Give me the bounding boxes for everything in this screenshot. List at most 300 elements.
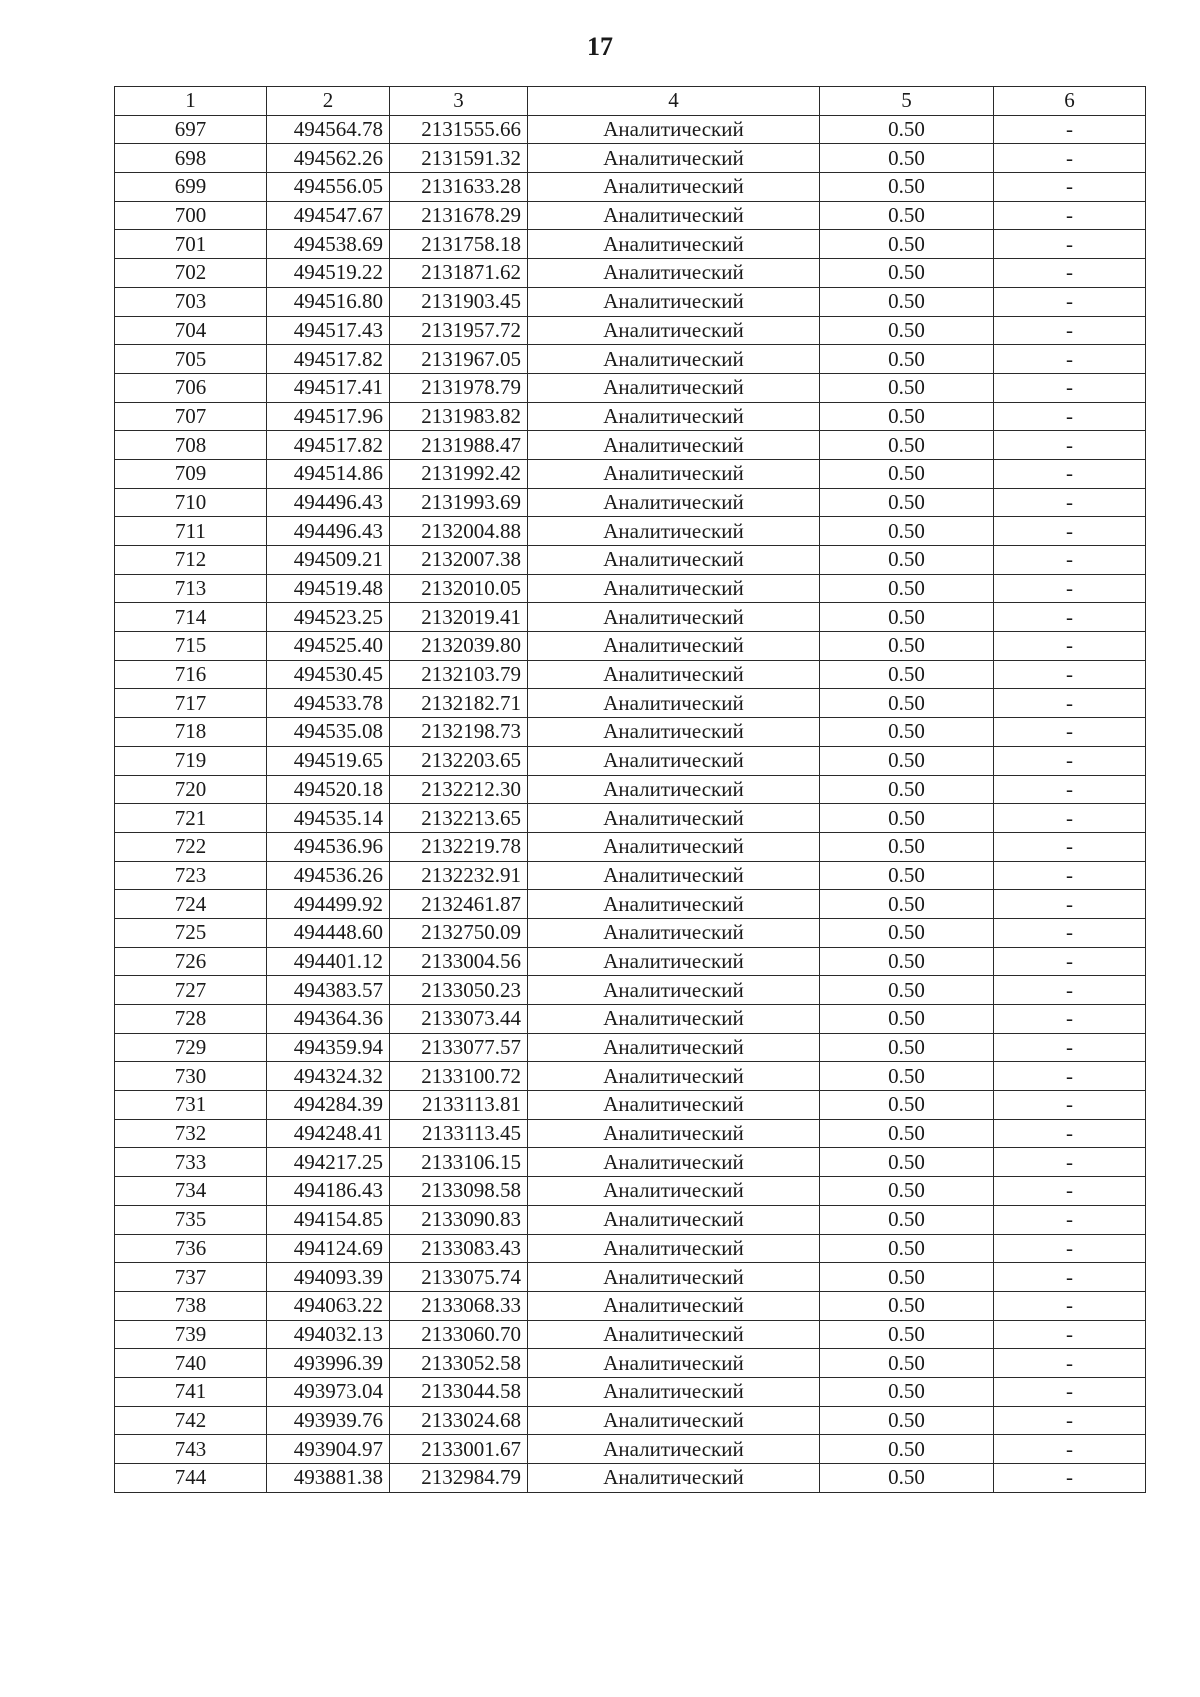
y-coordinate-cell: 2131758.18 <box>390 230 528 259</box>
note-cell: - <box>994 1005 1146 1034</box>
point-number-cell: 739 <box>115 1320 267 1349</box>
x-coordinate-cell: 494359.94 <box>267 1033 390 1062</box>
y-coordinate-cell: 2132212.30 <box>390 775 528 804</box>
accuracy-cell: 0.50 <box>820 632 994 661</box>
x-coordinate-cell: 494324.32 <box>267 1062 390 1091</box>
note-cell: - <box>994 1377 1146 1406</box>
method-cell: Аналитический <box>528 890 820 919</box>
method-cell: Аналитический <box>528 287 820 316</box>
point-number-cell: 697 <box>115 115 267 144</box>
table-row <box>115 230 1146 259</box>
table-row <box>115 431 1146 460</box>
method-cell: Аналитический <box>528 718 820 747</box>
accuracy-cell: 0.50 <box>820 1320 994 1349</box>
table-row <box>115 1033 1146 1062</box>
note-cell: - <box>994 517 1146 546</box>
accuracy-cell: 0.50 <box>820 1005 994 1034</box>
point-number-cell: 713 <box>115 574 267 603</box>
accuracy-cell: 0.50 <box>820 345 994 374</box>
note-cell: - <box>994 918 1146 947</box>
note-cell: - <box>994 689 1146 718</box>
method-cell: Аналитический <box>528 488 820 517</box>
method-cell: Аналитический <box>528 832 820 861</box>
method-cell: Аналитический <box>528 574 820 603</box>
note-cell: - <box>994 1091 1146 1120</box>
accuracy-cell: 0.50 <box>820 947 994 976</box>
accuracy-cell: 0.50 <box>820 173 994 202</box>
table-row <box>115 1234 1146 1263</box>
point-number-cell: 718 <box>115 718 267 747</box>
method-cell: Аналитический <box>528 746 820 775</box>
x-coordinate-cell: 494496.43 <box>267 488 390 517</box>
y-coordinate-cell: 2131993.69 <box>390 488 528 517</box>
x-coordinate-cell: 494547.67 <box>267 201 390 230</box>
table-row <box>115 574 1146 603</box>
method-cell: Аналитический <box>528 947 820 976</box>
point-number-cell: 734 <box>115 1177 267 1206</box>
y-coordinate-cell: 2133044.58 <box>390 1377 528 1406</box>
table-row <box>115 861 1146 890</box>
point-number-cell: 709 <box>115 459 267 488</box>
method-cell: Аналитический <box>528 402 820 431</box>
method-cell: Аналитический <box>528 1349 820 1378</box>
accuracy-cell: 0.50 <box>820 918 994 947</box>
y-coordinate-cell: 2132750.09 <box>390 918 528 947</box>
note-cell: - <box>994 488 1146 517</box>
accuracy-cell: 0.50 <box>820 115 994 144</box>
y-coordinate-cell: 2132103.79 <box>390 660 528 689</box>
point-number-cell: 714 <box>115 603 267 632</box>
point-number-cell: 742 <box>115 1406 267 1435</box>
accuracy-cell: 0.50 <box>820 689 994 718</box>
accuracy-cell: 0.50 <box>820 1033 994 1062</box>
table-row <box>115 890 1146 919</box>
note-cell: - <box>994 546 1146 575</box>
point-number-cell: 744 <box>115 1464 267 1493</box>
method-cell: Аналитический <box>528 316 820 345</box>
column-header-3: 3 <box>390 87 528 116</box>
y-coordinate-cell: 2132019.41 <box>390 603 528 632</box>
accuracy-cell: 0.50 <box>820 890 994 919</box>
point-number-cell: 731 <box>115 1091 267 1120</box>
method-cell: Аналитический <box>528 1464 820 1493</box>
method-cell: Аналитический <box>528 804 820 833</box>
accuracy-cell: 0.50 <box>820 488 994 517</box>
note-cell: - <box>994 173 1146 202</box>
x-coordinate-cell: 494063.22 <box>267 1291 390 1320</box>
point-number-cell: 703 <box>115 287 267 316</box>
x-coordinate-cell: 493881.38 <box>267 1464 390 1493</box>
note-cell: - <box>994 373 1146 402</box>
note-cell: - <box>994 832 1146 861</box>
accuracy-cell: 0.50 <box>820 1091 994 1120</box>
note-cell: - <box>994 976 1146 1005</box>
table-row <box>115 1091 1146 1120</box>
method-cell: Аналитический <box>528 431 820 460</box>
accuracy-cell: 0.50 <box>820 832 994 861</box>
x-coordinate-cell: 494517.96 <box>267 402 390 431</box>
y-coordinate-cell: 2131591.32 <box>390 144 528 173</box>
x-coordinate-cell: 494499.92 <box>267 890 390 919</box>
table-row <box>115 345 1146 374</box>
accuracy-cell: 0.50 <box>820 459 994 488</box>
note-cell: - <box>994 603 1146 632</box>
accuracy-cell: 0.50 <box>820 804 994 833</box>
method-cell: Аналитический <box>528 861 820 890</box>
x-coordinate-cell: 494517.82 <box>267 431 390 460</box>
note-cell: - <box>994 287 1146 316</box>
table-row <box>115 1119 1146 1148</box>
y-coordinate-cell: 2132010.05 <box>390 574 528 603</box>
point-number-cell: 733 <box>115 1148 267 1177</box>
point-number-cell: 735 <box>115 1205 267 1234</box>
point-number-cell: 724 <box>115 890 267 919</box>
table-row <box>115 402 1146 431</box>
table-row <box>115 603 1146 632</box>
column-header-4: 4 <box>528 87 820 116</box>
method-cell: Аналитический <box>528 1177 820 1206</box>
note-cell: - <box>994 1263 1146 1292</box>
table-row <box>115 1148 1146 1177</box>
point-number-cell: 722 <box>115 832 267 861</box>
note-cell: - <box>994 1062 1146 1091</box>
point-number-cell: 737 <box>115 1263 267 1292</box>
x-coordinate-cell: 494535.08 <box>267 718 390 747</box>
y-coordinate-cell: 2132007.38 <box>390 546 528 575</box>
point-number-cell: 704 <box>115 316 267 345</box>
note-cell: - <box>994 1234 1146 1263</box>
table-row <box>115 546 1146 575</box>
x-coordinate-cell: 494519.48 <box>267 574 390 603</box>
table-row <box>115 144 1146 173</box>
table-body <box>115 115 1146 1492</box>
accuracy-cell: 0.50 <box>820 144 994 173</box>
x-coordinate-cell: 494448.60 <box>267 918 390 947</box>
point-number-cell: 716 <box>115 660 267 689</box>
method-cell: Аналитический <box>528 1091 820 1120</box>
table-row <box>115 173 1146 202</box>
accuracy-cell: 0.50 <box>820 230 994 259</box>
note-cell: - <box>994 459 1146 488</box>
table-row <box>115 316 1146 345</box>
point-number-cell: 741 <box>115 1377 267 1406</box>
accuracy-cell: 0.50 <box>820 546 994 575</box>
point-number-cell: 701 <box>115 230 267 259</box>
method-cell: Аналитический <box>528 1234 820 1263</box>
y-coordinate-cell: 2133100.72 <box>390 1062 528 1091</box>
point-number-cell: 708 <box>115 431 267 460</box>
y-coordinate-cell: 2132198.73 <box>390 718 528 747</box>
accuracy-cell: 0.50 <box>820 287 994 316</box>
column-header-6: 6 <box>994 87 1146 116</box>
accuracy-cell: 0.50 <box>820 603 994 632</box>
y-coordinate-cell: 2132232.91 <box>390 861 528 890</box>
accuracy-cell: 0.50 <box>820 201 994 230</box>
note-cell: - <box>994 574 1146 603</box>
accuracy-cell: 0.50 <box>820 976 994 1005</box>
method-cell: Аналитический <box>528 1205 820 1234</box>
x-coordinate-cell: 494154.85 <box>267 1205 390 1234</box>
point-number-cell: 711 <box>115 517 267 546</box>
y-coordinate-cell: 2133001.67 <box>390 1435 528 1464</box>
point-number-cell: 715 <box>115 632 267 661</box>
table-row <box>115 1435 1146 1464</box>
method-cell: Аналитический <box>528 230 820 259</box>
y-coordinate-cell: 2132039.80 <box>390 632 528 661</box>
accuracy-cell: 0.50 <box>820 574 994 603</box>
table-row <box>115 976 1146 1005</box>
method-cell: Аналитический <box>528 976 820 1005</box>
method-cell: Аналитический <box>528 1005 820 1034</box>
note-cell: - <box>994 861 1146 890</box>
x-coordinate-cell: 494564.78 <box>267 115 390 144</box>
note-cell: - <box>994 1320 1146 1349</box>
accuracy-cell: 0.50 <box>820 517 994 546</box>
point-number-cell: 707 <box>115 402 267 431</box>
x-coordinate-cell: 494517.82 <box>267 345 390 374</box>
x-coordinate-cell: 494516.80 <box>267 287 390 316</box>
table-header <box>115 87 1146 116</box>
note-cell: - <box>994 230 1146 259</box>
y-coordinate-cell: 2131555.66 <box>390 115 528 144</box>
point-number-cell: 725 <box>115 918 267 947</box>
point-number-cell: 720 <box>115 775 267 804</box>
point-number-cell: 740 <box>115 1349 267 1378</box>
x-coordinate-cell: 494556.05 <box>267 173 390 202</box>
table-row <box>115 832 1146 861</box>
point-number-cell: 727 <box>115 976 267 1005</box>
x-coordinate-cell: 494536.96 <box>267 832 390 861</box>
table-row <box>115 1406 1146 1435</box>
x-coordinate-cell: 494186.43 <box>267 1177 390 1206</box>
x-coordinate-cell: 494124.69 <box>267 1234 390 1263</box>
note-cell: - <box>994 259 1146 288</box>
x-coordinate-cell: 494530.45 <box>267 660 390 689</box>
point-number-cell: 743 <box>115 1435 267 1464</box>
table-row <box>115 1177 1146 1206</box>
accuracy-cell: 0.50 <box>820 1234 994 1263</box>
point-number-cell: 719 <box>115 746 267 775</box>
accuracy-cell: 0.50 <box>820 259 994 288</box>
table-row <box>115 1005 1146 1034</box>
note-cell: - <box>994 1291 1146 1320</box>
point-number-cell: 721 <box>115 804 267 833</box>
table-row <box>115 746 1146 775</box>
note-cell: - <box>994 144 1146 173</box>
accuracy-cell: 0.50 <box>820 1291 994 1320</box>
note-cell: - <box>994 804 1146 833</box>
x-coordinate-cell: 494364.36 <box>267 1005 390 1034</box>
method-cell: Аналитический <box>528 1062 820 1091</box>
x-coordinate-cell: 494509.21 <box>267 546 390 575</box>
x-coordinate-cell: 494519.22 <box>267 259 390 288</box>
y-coordinate-cell: 2132219.78 <box>390 832 528 861</box>
point-number-cell: 732 <box>115 1119 267 1148</box>
y-coordinate-cell: 2132203.65 <box>390 746 528 775</box>
table-row <box>115 632 1146 661</box>
method-cell: Аналитический <box>528 603 820 632</box>
x-coordinate-cell: 494093.39 <box>267 1263 390 1292</box>
x-coordinate-cell: 494284.39 <box>267 1091 390 1120</box>
y-coordinate-cell: 2133052.58 <box>390 1349 528 1378</box>
note-cell: - <box>994 316 1146 345</box>
y-coordinate-cell: 2131903.45 <box>390 287 528 316</box>
note-cell: - <box>994 1119 1146 1148</box>
y-coordinate-cell: 2131678.29 <box>390 201 528 230</box>
table-row <box>115 775 1146 804</box>
x-coordinate-cell: 494533.78 <box>267 689 390 718</box>
note-cell: - <box>994 775 1146 804</box>
y-coordinate-cell: 2133068.33 <box>390 1291 528 1320</box>
page-number: 17 <box>587 32 613 61</box>
note-cell: - <box>994 1406 1146 1435</box>
y-coordinate-cell: 2131967.05 <box>390 345 528 374</box>
y-coordinate-cell: 2133106.15 <box>390 1148 528 1177</box>
table-row <box>115 201 1146 230</box>
table-row <box>115 689 1146 718</box>
note-cell: - <box>994 1177 1146 1206</box>
point-number-cell: 698 <box>115 144 267 173</box>
y-coordinate-cell: 2131992.42 <box>390 459 528 488</box>
y-coordinate-cell: 2133090.83 <box>390 1205 528 1234</box>
accuracy-cell: 0.50 <box>820 1148 994 1177</box>
column-header-5: 5 <box>820 87 994 116</box>
y-coordinate-cell: 2133113.81 <box>390 1091 528 1120</box>
x-coordinate-cell: 493904.97 <box>267 1435 390 1464</box>
accuracy-cell: 0.50 <box>820 1263 994 1292</box>
x-coordinate-cell: 494514.86 <box>267 459 390 488</box>
column-header-2: 2 <box>267 87 390 116</box>
column-header-1: 1 <box>115 87 267 116</box>
method-cell: Аналитический <box>528 689 820 718</box>
accuracy-cell: 0.50 <box>820 718 994 747</box>
point-number-cell: 729 <box>115 1033 267 1062</box>
method-cell: Аналитический <box>528 259 820 288</box>
x-coordinate-cell: 494535.14 <box>267 804 390 833</box>
accuracy-cell: 0.50 <box>820 775 994 804</box>
y-coordinate-cell: 2131957.72 <box>390 316 528 345</box>
method-cell: Аналитический <box>528 632 820 661</box>
y-coordinate-cell: 2132213.65 <box>390 804 528 833</box>
y-coordinate-cell: 2132984.79 <box>390 1464 528 1493</box>
y-coordinate-cell: 2133077.57 <box>390 1033 528 1062</box>
method-cell: Аналитический <box>528 1148 820 1177</box>
point-number-cell: 702 <box>115 259 267 288</box>
x-coordinate-cell: 494383.57 <box>267 976 390 1005</box>
method-cell: Аналитический <box>528 1435 820 1464</box>
y-coordinate-cell: 2133113.45 <box>390 1119 528 1148</box>
x-coordinate-cell: 494520.18 <box>267 775 390 804</box>
coordinates-table <box>114 86 1146 1493</box>
method-cell: Аналитический <box>528 1033 820 1062</box>
table-row <box>115 947 1146 976</box>
x-coordinate-cell: 494562.26 <box>267 144 390 173</box>
table-row <box>115 373 1146 402</box>
method-cell: Аналитический <box>528 173 820 202</box>
method-cell: Аналитический <box>528 345 820 374</box>
accuracy-cell: 0.50 <box>820 1062 994 1091</box>
y-coordinate-cell: 2131988.47 <box>390 431 528 460</box>
y-coordinate-cell: 2132004.88 <box>390 517 528 546</box>
note-cell: - <box>994 890 1146 919</box>
table-row <box>115 1263 1146 1292</box>
table-row <box>115 718 1146 747</box>
method-cell: Аналитический <box>528 1119 820 1148</box>
method-cell: Аналитический <box>528 115 820 144</box>
point-number-cell: 728 <box>115 1005 267 1034</box>
accuracy-cell: 0.50 <box>820 1406 994 1435</box>
accuracy-cell: 0.50 <box>820 1205 994 1234</box>
point-number-cell: 726 <box>115 947 267 976</box>
table-row <box>115 918 1146 947</box>
table-row <box>115 1320 1146 1349</box>
note-cell: - <box>994 632 1146 661</box>
table-row <box>115 1377 1146 1406</box>
method-cell: Аналитический <box>528 373 820 402</box>
method-cell: Аналитический <box>528 144 820 173</box>
x-coordinate-cell: 494538.69 <box>267 230 390 259</box>
method-cell: Аналитический <box>528 1377 820 1406</box>
table-row <box>115 804 1146 833</box>
accuracy-cell: 0.50 <box>820 1119 994 1148</box>
note-cell: - <box>994 402 1146 431</box>
note-cell: - <box>994 1033 1146 1062</box>
table-row <box>115 1062 1146 1091</box>
note-cell: - <box>994 1205 1146 1234</box>
y-coordinate-cell: 2133060.70 <box>390 1320 528 1349</box>
note-cell: - <box>994 660 1146 689</box>
accuracy-cell: 0.50 <box>820 660 994 689</box>
accuracy-cell: 0.50 <box>820 316 994 345</box>
y-coordinate-cell: 2133083.43 <box>390 1234 528 1263</box>
method-cell: Аналитический <box>528 1320 820 1349</box>
y-coordinate-cell: 2131978.79 <box>390 373 528 402</box>
accuracy-cell: 0.50 <box>820 861 994 890</box>
point-number-cell: 717 <box>115 689 267 718</box>
header-row <box>115 87 1146 116</box>
accuracy-cell: 0.50 <box>820 373 994 402</box>
table-row <box>115 1464 1146 1493</box>
x-coordinate-cell: 494536.26 <box>267 861 390 890</box>
y-coordinate-cell: 2131871.62 <box>390 259 528 288</box>
method-cell: Аналитический <box>528 775 820 804</box>
note-cell: - <box>994 1148 1146 1177</box>
table-row <box>115 517 1146 546</box>
point-number-cell: 723 <box>115 861 267 890</box>
note-cell: - <box>994 718 1146 747</box>
method-cell: Аналитический <box>528 201 820 230</box>
x-coordinate-cell: 494401.12 <box>267 947 390 976</box>
table-row <box>115 115 1146 144</box>
note-cell: - <box>994 201 1146 230</box>
x-coordinate-cell: 494032.13 <box>267 1320 390 1349</box>
method-cell: Аналитический <box>528 918 820 947</box>
x-coordinate-cell: 493973.04 <box>267 1377 390 1406</box>
point-number-cell: 712 <box>115 546 267 575</box>
y-coordinate-cell: 2131633.28 <box>390 173 528 202</box>
point-number-cell: 706 <box>115 373 267 402</box>
y-coordinate-cell: 2133004.56 <box>390 947 528 976</box>
method-cell: Аналитический <box>528 517 820 546</box>
point-number-cell: 699 <box>115 173 267 202</box>
y-coordinate-cell: 2132182.71 <box>390 689 528 718</box>
accuracy-cell: 0.50 <box>820 1377 994 1406</box>
table-row <box>115 1349 1146 1378</box>
note-cell: - <box>994 1435 1146 1464</box>
x-coordinate-cell: 494496.43 <box>267 517 390 546</box>
method-cell: Аналитический <box>528 1291 820 1320</box>
x-coordinate-cell: 494217.25 <box>267 1148 390 1177</box>
